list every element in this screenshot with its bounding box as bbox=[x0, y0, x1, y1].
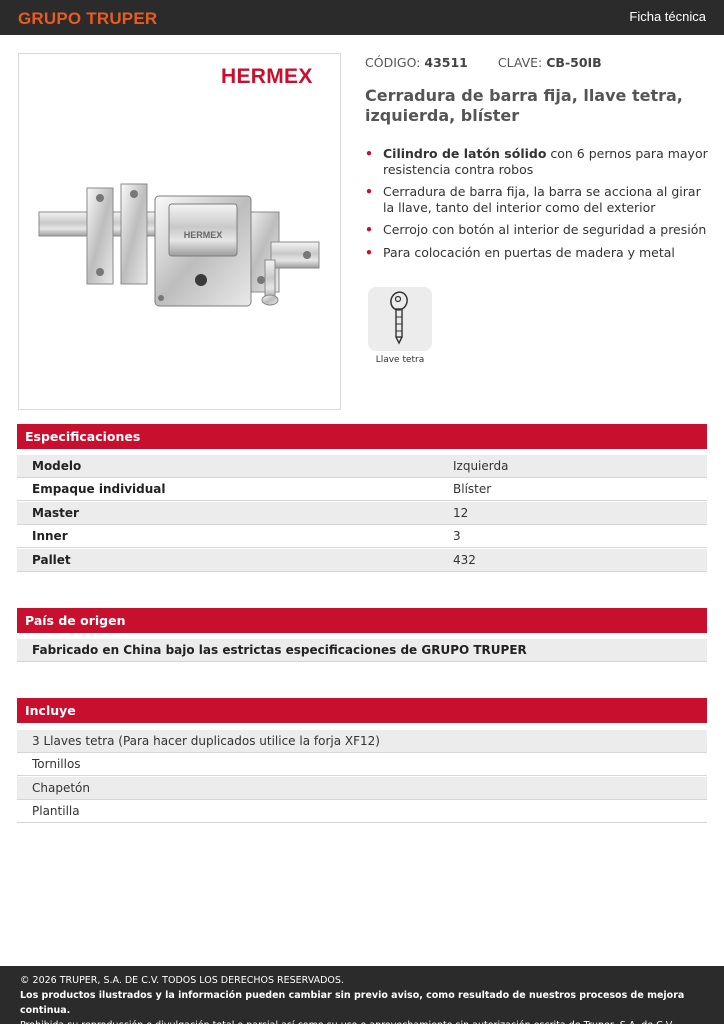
feature-list bbox=[365, 146, 710, 267]
code-line bbox=[365, 55, 602, 70]
origin-header: País de origen bbox=[17, 608, 707, 633]
key-icon bbox=[368, 287, 432, 351]
table-row: Modelo Izquierda bbox=[17, 455, 707, 478]
footer-legal: Prohibida su reproducción o divulgación total o parcial así como su uso o aprovechamiento sin autorización escrita de Truper, S.A. de C.V. bbox=[20, 1020, 675, 1031]
feature-item: • Para colocación en puertas de madera y metal bbox=[365, 244, 675, 260]
svg-text:HERMEX: HERMEX bbox=[183, 230, 223, 240]
table-row: Inner 3 bbox=[17, 525, 707, 548]
code-value: 43511 bbox=[424, 55, 468, 70]
key-icon-label: Llave tetra bbox=[375, 355, 425, 365]
ficha-tecnica-label: Ficha técnica bbox=[629, 9, 706, 24]
list-item: Plantilla bbox=[17, 800, 707, 823]
footer-copyright: © 2026 TRUPER, S.A. DE C.V. TODOS LOS DERECHOS RESERVADOS. bbox=[20, 975, 344, 986]
hermex-logo: HERMEX bbox=[221, 65, 313, 88]
product-title: Cerradura de barra fija, llave tetra, izquierda, blíster bbox=[365, 86, 683, 125]
key-icon-tile bbox=[368, 287, 432, 351]
brand-logo[interactable]: GRUPO TRUPER bbox=[18, 9, 158, 28]
key-value: CB-50IB bbox=[546, 55, 602, 70]
key-label: CLAVE: bbox=[497, 55, 543, 70]
top-bar bbox=[0, 0, 724, 35]
list-item: Tornillos bbox=[17, 753, 707, 776]
footer bbox=[0, 966, 724, 1031]
feature-item: • Cerrojo con botón al interior de seguridad a presión bbox=[365, 222, 707, 237]
list-item: 3 Llaves tetra (Para hacer duplicados utilice la forja XF12) bbox=[17, 730, 707, 753]
lock-product-image bbox=[35, 182, 325, 312]
footer-notice: Los productos ilustrados y la información pueden cambiar sin previo aviso, como resultado de nuestros procesos de mejora continua. bbox=[20, 990, 685, 1016]
includes-header: Incluye bbox=[17, 698, 707, 723]
origin-row: Fabricado en China bajo las estrictas especificaciones de GRUPO TRUPER bbox=[17, 639, 707, 662]
feature-item: • Cilindro de latón sólido con 6 pernos para mayor resistencia contra robos bbox=[365, 146, 708, 177]
list-item: Chapetón bbox=[17, 777, 707, 800]
table-row: Empaque individual Blíster bbox=[17, 478, 707, 501]
table-row: Master 12 bbox=[17, 502, 707, 525]
table-row: Pallet 432 bbox=[17, 549, 707, 572]
feature-item: • Cerradura de barra fija, la barra se acciona al girar la llave, tanto del interior como del exterior bbox=[365, 184, 701, 215]
code-label: CÓDIGO: bbox=[365, 55, 421, 70]
product-image-box bbox=[18, 53, 341, 410]
specs-header: Especificaciones bbox=[17, 424, 707, 449]
